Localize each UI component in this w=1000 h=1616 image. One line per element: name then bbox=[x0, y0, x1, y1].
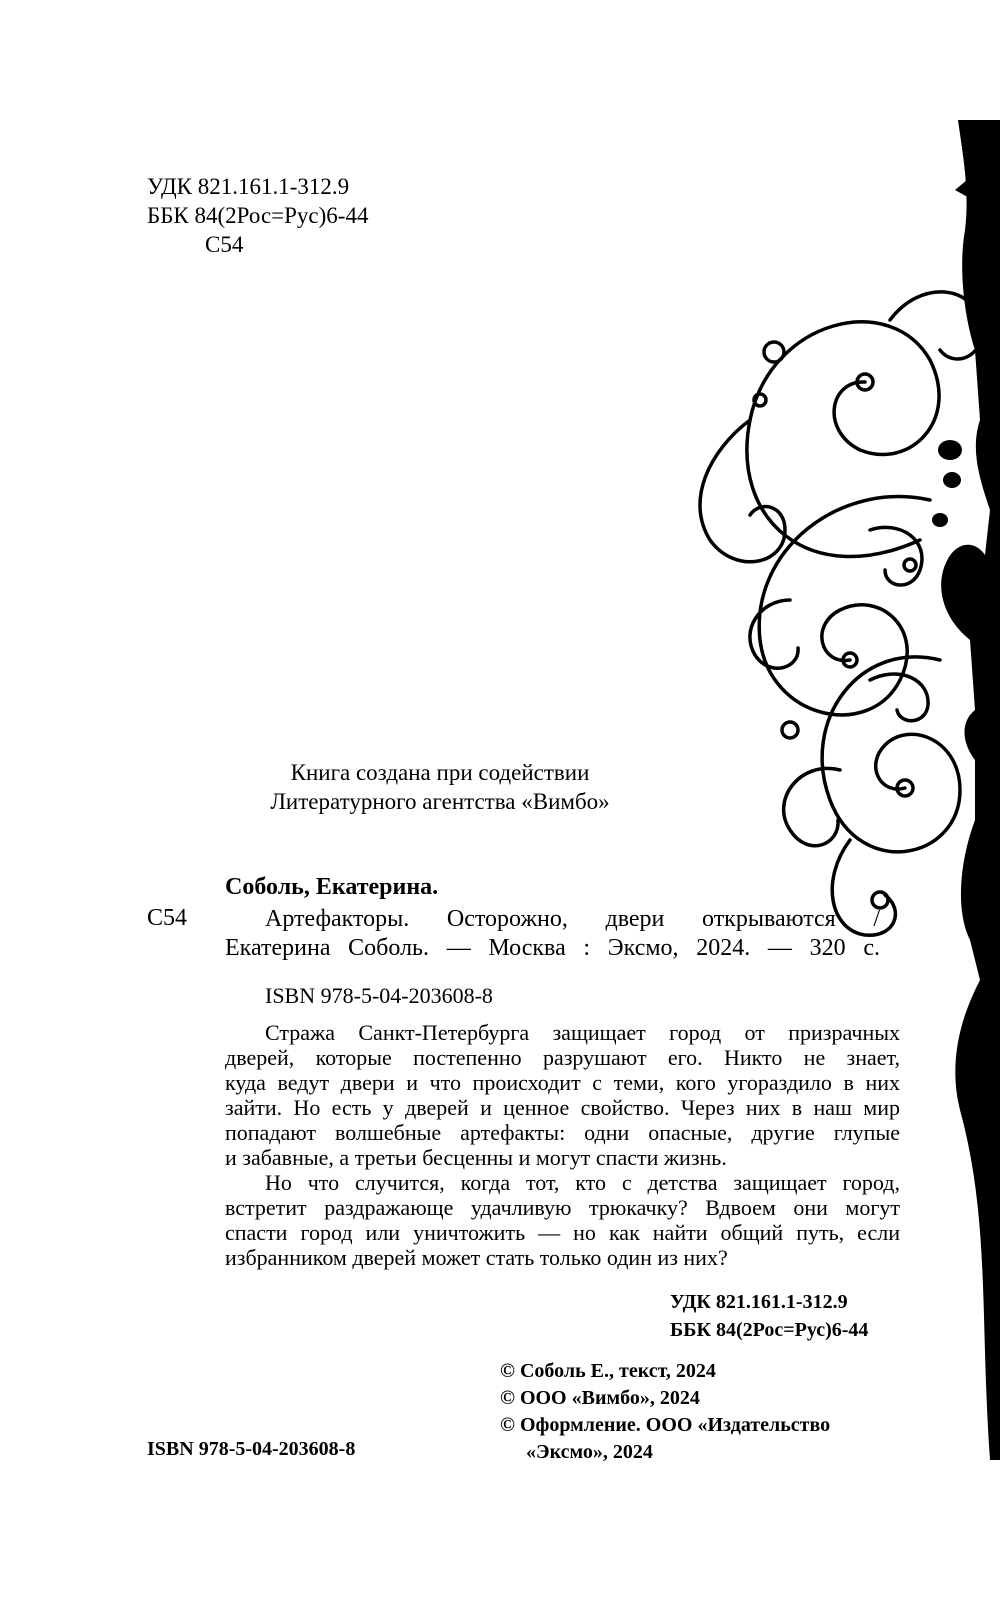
annotation-line: куда ведут двери и что происходит с теми, кого угораздило в них bbox=[225, 1070, 900, 1095]
isbn-bottom: ISBN 978-5-04-203608-8 bbox=[147, 1438, 356, 1460]
title-line1: Артефакторы. Осторожно, двери открываются / bbox=[265, 906, 880, 932]
annotation-line: и забавные, а третьи бесценны и могут спасти жизнь. bbox=[225, 1145, 727, 1170]
bbk-code-bottom: ББК 84(2Рос=Рус)6-44 bbox=[670, 1319, 869, 1341]
copyright-line: «Эксмо», 2024 bbox=[526, 1441, 653, 1463]
annotation-line: дверей, которые постепенно разрушают его. Никто не знает, bbox=[225, 1045, 900, 1070]
author-sign-entry: С54 bbox=[147, 905, 188, 931]
agency-note-line1: Книга создана при содействии bbox=[290, 760, 590, 785]
annotation-line: зайти. Но есть у дверей и ценное свойство. Через них в наш мир bbox=[225, 1095, 900, 1120]
annotation-line: встретит раздражающе удачливую трюкачку? Вдвоем они могут bbox=[225, 1195, 900, 1220]
copyright-line: © ООО «Вимбо», 2024 bbox=[500, 1387, 700, 1409]
agency-note-line2: Литературного агентства «Вимбо» bbox=[270, 789, 610, 814]
annotation-line: спасти город или уничтожить — но как найти общий путь, если bbox=[225, 1220, 900, 1245]
annotation-line: попадают волшебные артефакты: одни опасные, другие глупые bbox=[225, 1120, 900, 1145]
title-line2: Екатерина Соболь. — Москва : Эксмо, 2024. — 320 с. bbox=[225, 935, 880, 961]
agency-note bbox=[160, 758, 720, 816]
isbn-entry: ISBN 978-5-04-203608-8 bbox=[265, 983, 493, 1008]
classification-codes bbox=[147, 172, 368, 259]
udk-code: УДК 821.161.1-312.9 bbox=[147, 174, 350, 199]
author-sign: С54 bbox=[205, 232, 244, 257]
udk-code-bottom: УДК 821.161.1-312.9 bbox=[670, 1291, 848, 1313]
annotation-line: избранником дверей может стать только один из них? bbox=[225, 1245, 728, 1270]
annotation-line: Но что случится, когда тот, кто с детства защищает город, bbox=[265, 1170, 900, 1195]
wrought-iron-scroll-ornament bbox=[690, 120, 1000, 1460]
copyright-line: © Соболь Е., текст, 2024 bbox=[500, 1360, 716, 1382]
annotation-line: Стража Санкт-Петербурга защищает город от призрачных bbox=[265, 1020, 900, 1045]
bbk-code: ББК 84(2Рос=Рус)6-44 bbox=[147, 203, 369, 228]
author-heading: Соболь, Екатерина. bbox=[225, 874, 439, 900]
copyright-line: © Оформление. ООО «Издательство bbox=[500, 1414, 831, 1436]
